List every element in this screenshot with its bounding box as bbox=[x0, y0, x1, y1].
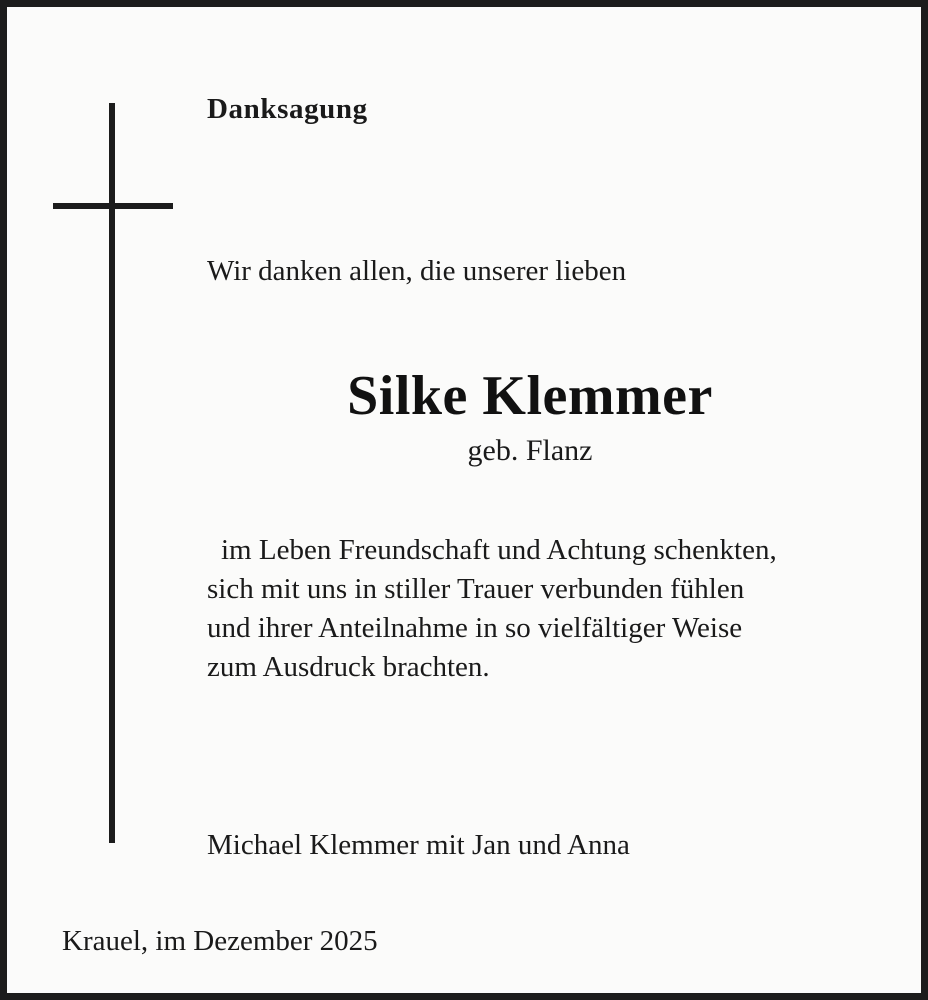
cross-horizontal-bar bbox=[53, 203, 173, 209]
body-line: im Leben Freundschaft und Achtung schenkten, bbox=[221, 534, 777, 566]
notice-content bbox=[207, 7, 881, 993]
notice-paper bbox=[7, 7, 921, 993]
body-line: und ihrer Anteilnahme in so vielfältiger Weise bbox=[207, 611, 743, 644]
body-line: zum Ausdruck brachten. bbox=[207, 650, 490, 683]
notice-intro-line: Wir danken allen, die unserer lieben bbox=[207, 255, 627, 287]
notice-body-text bbox=[207, 531, 871, 686]
christian-cross-icon bbox=[53, 103, 173, 843]
deceased-maiden-name: geb. Flanz bbox=[467, 433, 593, 467]
surviving-family-line: Michael Klemmer mit Jan und Anna bbox=[207, 829, 630, 861]
deceased-name: Silke Klemmer bbox=[347, 365, 713, 427]
body-line: sich mit uns in stiller Trauer verbunden fühlen bbox=[207, 572, 745, 605]
deceased-name-block bbox=[207, 367, 853, 468]
cross-vertical-bar bbox=[109, 103, 115, 843]
notice-kicker: Danksagung bbox=[207, 93, 368, 125]
place-and-date: Krauel, im Dezember 2025 bbox=[62, 925, 378, 957]
